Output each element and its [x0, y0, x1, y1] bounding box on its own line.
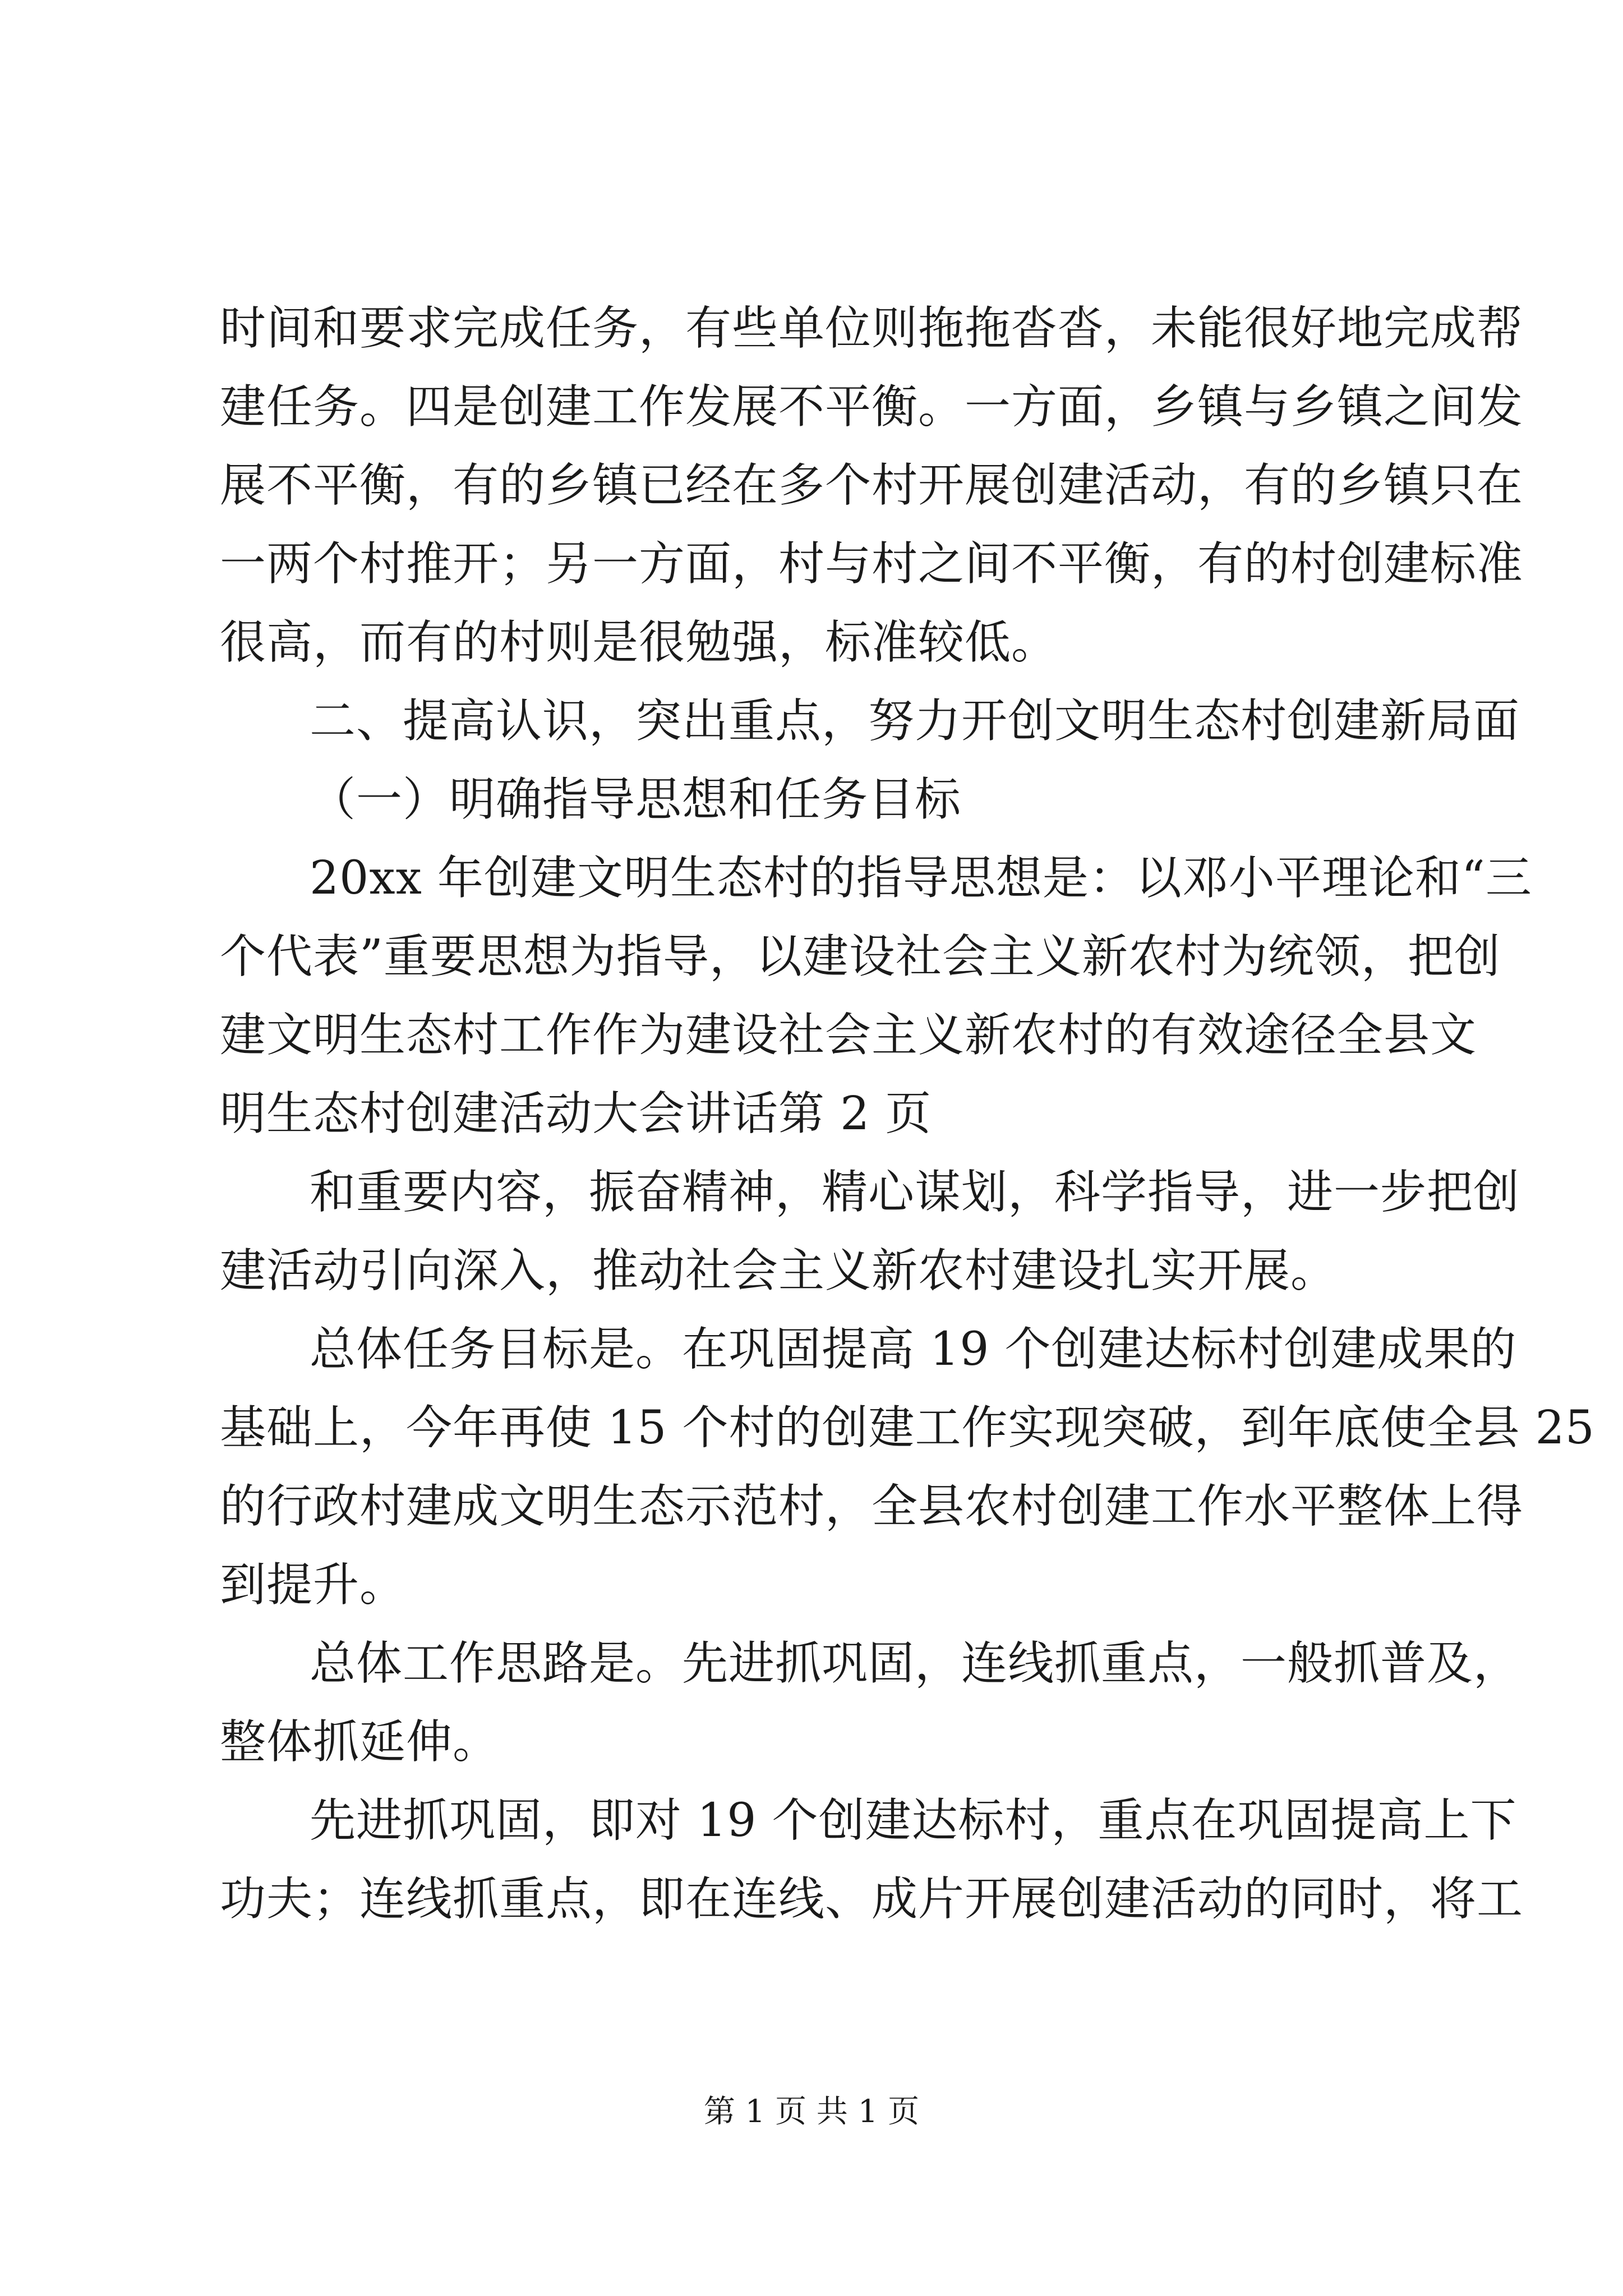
body-line: 建活动引向深入，推动社会主义新农村建设扎实开展。	[220, 1244, 1338, 1297]
body-line: 建任务。四是创建工作发展不平衡。一方面，乡镇与乡镇之间发	[220, 380, 1524, 434]
body-line: 时间和要求完成任务，有些单位则拖拖沓沓，未能很好地完成帮	[220, 302, 1524, 355]
section-heading: 二、提高认识，突出重点，努力开创文明生态村创建新局面	[310, 694, 1520, 748]
body-line: 先进抓巩固，即对 19 个创建达标村，重点在巩固提高上下	[310, 1794, 1517, 1847]
body-line: 整体抓延伸。	[220, 1715, 500, 1769]
page-footer: 第 1 页 共 1 页	[703, 2093, 920, 2130]
body-line: 功夫；连线抓重点，即在连线、成片开展创建活动的同时，将工	[220, 1872, 1524, 1926]
body-line: 总体任务目标是。在巩固提高 19 个创建达标村创建成果的	[310, 1323, 1517, 1376]
body-line: 基础上，今年再使 15 个村的创建工作实现突破，到年底使全县 25	[220, 1401, 1595, 1455]
body-line: 和重要内容，振奋精神，精心谋划，科学指导，进一步把创	[310, 1166, 1520, 1219]
body-line: 总体工作思路是。先进抓巩固，连线抓重点，一般抓普及，	[310, 1637, 1520, 1690]
body-line: 一两个村推开；另一方面，村与村之间不平衡，有的村创建标准	[220, 537, 1524, 591]
body-line: 很高，而有的村则是很勉强，标准较低。	[220, 616, 1058, 669]
body-line: 明生态村创建活动大会讲话第 2 页	[220, 1087, 932, 1140]
body-line: 到提升。	[220, 1558, 407, 1612]
subsection-heading: （一）明确指导思想和任务目标	[310, 773, 962, 826]
body-line: 的行政村建成文明生态示范村，全县农村创建工作水平整体上得	[220, 1480, 1524, 1533]
body-line: 个代表”重要思想为指导，以建设社会主义新农村为统领，把创	[220, 930, 1501, 983]
body-line: 建文明生态村工作作为建设社会主义新农村的有效途径全县文	[220, 1009, 1477, 1062]
body-line: 20xx 年创建文明生态村的指导思想是：以邓小平理论和“三	[310, 852, 1532, 905]
body-line: 展不平衡，有的乡镇已经在多个村开展创建活动，有的乡镇只在	[220, 459, 1524, 512]
